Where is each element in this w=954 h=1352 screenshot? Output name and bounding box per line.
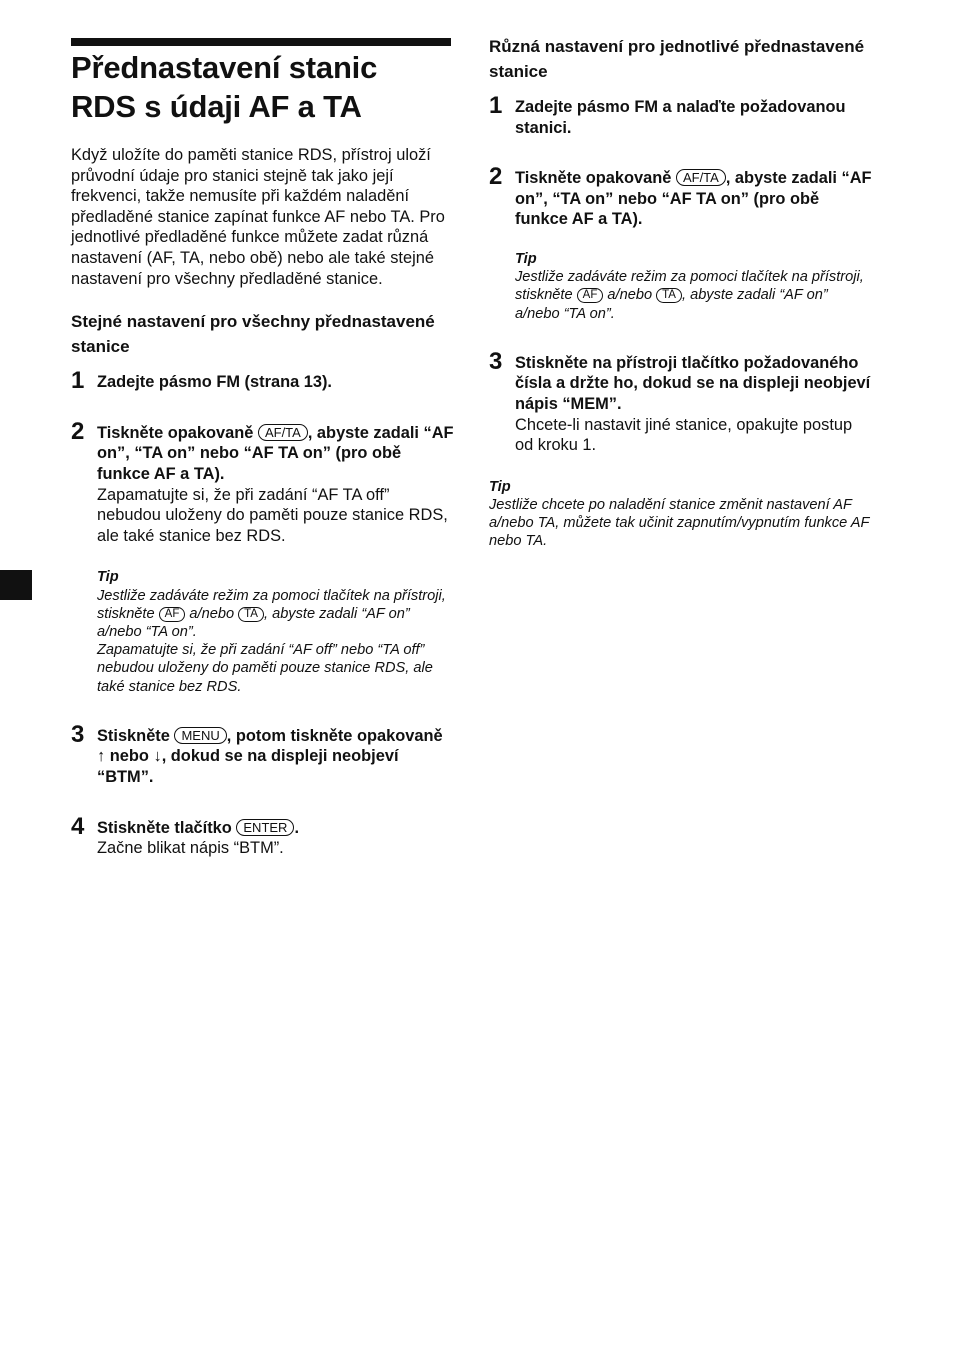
step-number: 3 bbox=[71, 720, 85, 748]
step-number: 1 bbox=[489, 92, 503, 119]
step-text-and: nebo bbox=[109, 747, 149, 766]
right-tip-2 bbox=[489, 478, 873, 551]
tip-text-c: , abyste zadali “AF on” a/nebo “TA on”. bbox=[515, 287, 828, 322]
step-text: Zadejte pásmo FM (strana 13). bbox=[97, 373, 332, 392]
title-rule bbox=[71, 38, 451, 46]
step-number: 2 bbox=[489, 163, 503, 191]
step-number: 2 bbox=[71, 417, 85, 445]
tip-text-a: Jestliže zadáváte režim za pomoci tlačítek na přístroji, stiskněte bbox=[97, 587, 446, 622]
af-ta-button: AF/TA bbox=[258, 424, 308, 441]
step-note: Začne blikat nápis “BTM”. bbox=[97, 839, 284, 858]
tip-text-c: , abyste zadali “AF on” a/nebo “TA on”. bbox=[97, 605, 410, 640]
step-note: Chcete-li nastavit jiné stanice, opakujte postup od kroku 1. bbox=[515, 415, 853, 455]
tip-text-a: Jestliže zadáváte režim za pomoci tlačítek na přístroji, stiskněte bbox=[515, 269, 864, 304]
enter-button: ENTER bbox=[236, 819, 294, 836]
left-column bbox=[71, 48, 455, 859]
page-title-line2: RDS s údaji AF a TA bbox=[71, 89, 362, 124]
tip-text: Jestliže chcete po naladění stanice změnit nastavení AF a/nebo TA, můžete tak učinit zapnutím/vypnutím funkce AF nebo TA. bbox=[489, 496, 870, 550]
left-step-1 bbox=[71, 367, 455, 395]
section-heading-different-settings: Různá nastavení pro jednotlivé přednastavené stanice bbox=[489, 37, 865, 81]
right-tip-1 bbox=[489, 250, 873, 323]
right-step-2 bbox=[489, 163, 873, 230]
left-tip bbox=[71, 568, 455, 695]
intro-paragraph: Když uložíte do paměti stanice RDS, přístroj uloží průvodní údaje pro stanici stejně tak jako její frekvenci, takže nemusíte při každém naladění předladěné stanice zapínat funkce AF nebo TA. Pro jednotlivé předladěné funkce můžete zadat různá nastavení (AF, TA, nebo obě) nebo ale také stejné nastavení pro všechny předladěné stanice. bbox=[71, 146, 445, 288]
page-title-line1: Přednastavení stanic bbox=[71, 50, 378, 85]
menu-button: MENU bbox=[174, 727, 226, 744]
step-number: 1 bbox=[71, 367, 85, 395]
tip-text-b: a/nebo bbox=[189, 605, 235, 622]
ta-button: TA bbox=[238, 607, 264, 622]
right-column bbox=[489, 34, 873, 551]
step-number: 3 bbox=[489, 347, 503, 375]
right-step-1 bbox=[489, 92, 873, 138]
af-ta-button: AF/TA bbox=[676, 169, 726, 186]
af-button: AF bbox=[577, 288, 604, 303]
left-step-2 bbox=[71, 417, 455, 547]
tip-label: Tip bbox=[515, 250, 537, 267]
tip-label: Tip bbox=[97, 569, 119, 586]
right-step-3 bbox=[489, 347, 873, 456]
step-text-pre: Stiskněte tlačítko bbox=[97, 818, 232, 837]
step-text-post: , dokud se na displeji neobjeví “BTM”. bbox=[97, 747, 399, 786]
step-text-pre: Stiskněte bbox=[97, 726, 170, 745]
arrow-up-icon: ↑ bbox=[97, 747, 106, 766]
section-tab-marker bbox=[0, 570, 32, 600]
step-text-pre: Tiskněte opakovaně bbox=[97, 423, 254, 442]
step-text-post: . bbox=[294, 818, 300, 837]
step-text: Stiskněte na přístroji tlačítko požadovaného čísla a držte ho, dokud se na displeji neobjeví nápis “MEM”. bbox=[515, 353, 871, 413]
tip-text-d: Zapamatujte si, že při zadání “AF off” nebo “TA off” nebudou uloženy do paměti pouze stanice RDS, ale také stanice bez RDS. bbox=[97, 642, 433, 695]
af-button: AF bbox=[159, 607, 186, 622]
left-step-4 bbox=[71, 812, 455, 859]
step-text-mid: , potom tiskněte opakovaně bbox=[226, 726, 443, 745]
left-step-3 bbox=[71, 720, 455, 788]
tip-label: Tip bbox=[489, 478, 511, 495]
tip-text-b: a/nebo bbox=[607, 287, 653, 304]
step-note: Zapamatujte si, že při zadání “AF TA off” nebudou uloženy do paměti pouze stanice RDS, ale také stanice bez RDS. bbox=[97, 485, 448, 545]
page-title bbox=[71, 48, 455, 126]
step-text: Zadejte pásmo FM a nalaďte požadovanou stanici. bbox=[515, 98, 846, 137]
ta-button: TA bbox=[656, 288, 682, 303]
step-text-post: , abyste zadali “AF on”, “TA on” nebo “AF TA on” (pro obě funkce AF a TA). bbox=[515, 169, 872, 229]
step-text-post: , abyste zadali “AF on”, “TA on” nebo “AF TA on” (pro obě funkce AF a TA). bbox=[97, 423, 454, 483]
arrow-down-icon: ↓ bbox=[153, 747, 162, 766]
step-number: 4 bbox=[71, 812, 85, 840]
section-heading-same-settings: Stejné nastavení pro všechny přednastavené stanice bbox=[71, 312, 435, 357]
step-text-pre: Tiskněte opakovaně bbox=[515, 169, 672, 188]
